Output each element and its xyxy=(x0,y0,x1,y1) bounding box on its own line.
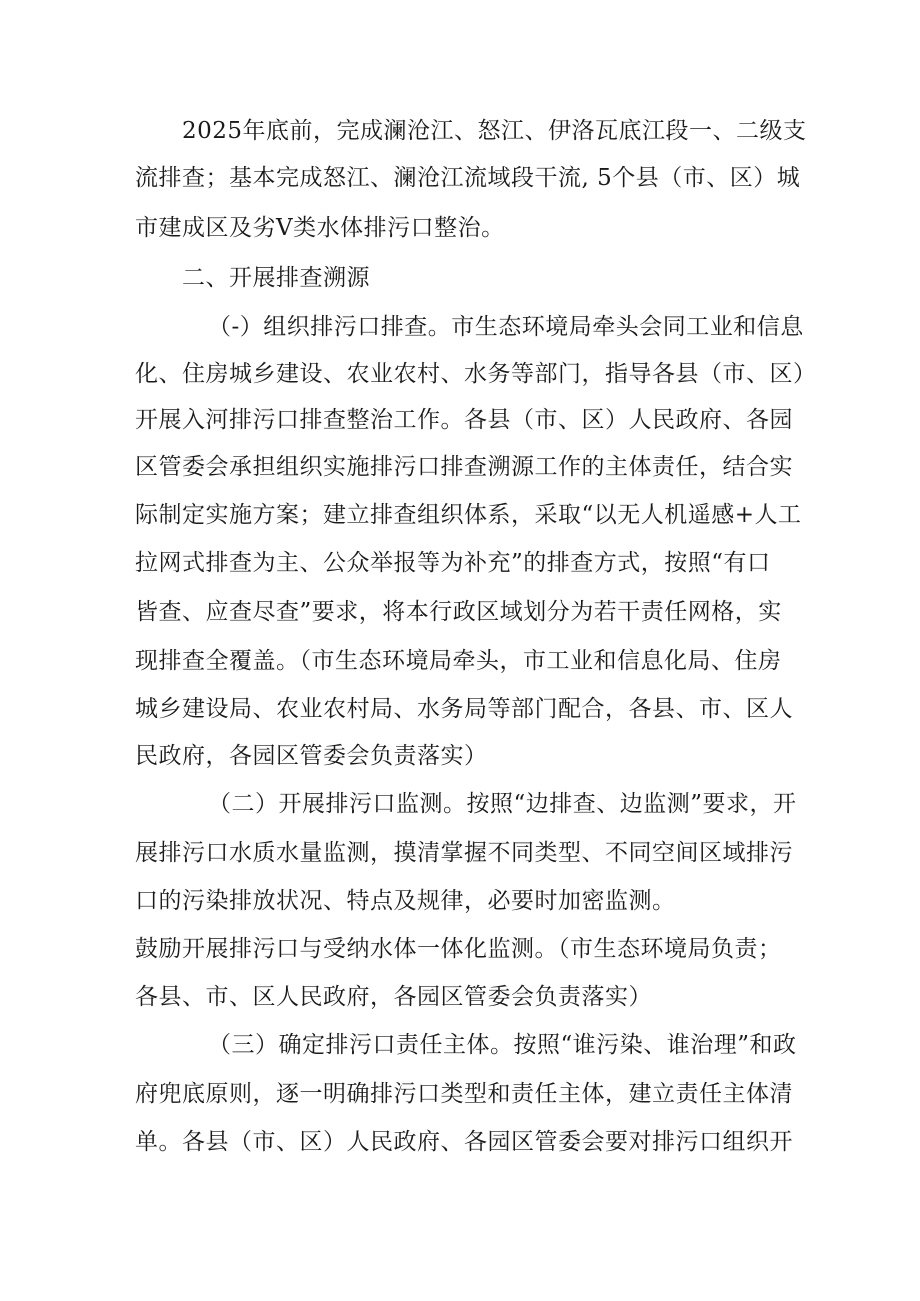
body-line: （三）确定排污口责任主体。按照“谁污染、谁治理”和政 xyxy=(208,1032,797,1058)
body-line: 民政府，各园区管委会负责落实） xyxy=(135,743,488,769)
body-line: 开展入河排污口排查整治工作。各县（市、区）人民政府、各园 xyxy=(135,407,793,433)
body-line: 皆查、应查尽查”要求，将本行政区域划分为若干责任网格，实 xyxy=(135,599,782,625)
body-line: 现排查全覆盖。（市生态环境局牵头，市工业和信息化局、住房 xyxy=(135,648,782,674)
body-line: 区管委会承担组织实施排污口排查溯源工作的主体责任，结合实 xyxy=(135,454,793,480)
body-line: 拉网式排查为主、公众举报等为补充”的排查方式，按照“有口 xyxy=(135,550,771,576)
body-line: 流排查；基本完成怒江、澜沧江流域段干流, 5个县（市、区）城 xyxy=(135,165,801,191)
body-line: 单。各县（市、区）人民政府、各园区管委会要对排污口组织开 xyxy=(135,1129,793,1155)
body-line: 市建成区及劣V类水体排污口整治。 xyxy=(135,215,505,241)
body-line: 展排污口水质水量监测，摸清掌握不同类型、不同空间区域排污 xyxy=(135,840,793,866)
section-heading: 二、开展排查溯源 xyxy=(182,265,370,291)
body-line: 城乡建设局、农业农村局、水务局等部门配合，各县、市、区人 xyxy=(135,696,793,722)
body-line: 府兜底原则，逐一明确排污口类型和责任主体，建立责任主体清 xyxy=(135,1081,793,1107)
body-line: 化、住房城乡建设、农业农村、水务等部门，指导各县（市、区） xyxy=(135,361,817,387)
body-line: 2025年底前，完成澜沧江、怒江、伊洛瓦底江段一、二级支 xyxy=(182,118,807,144)
body-line: （二）开展排污口监测。按照“边排查、边监测”要求，开 xyxy=(208,791,797,817)
body-line: 口的污染排放状况、特点及规律，必要时加密监测。 xyxy=(135,888,676,914)
body-line: 各县、市、区人民政府，各园区管委会负责落实） xyxy=(135,984,652,1010)
body-line: 鼓励开展排污口与受纳水体一体化监测。（市生态环境局负责； xyxy=(135,936,782,962)
body-line: 际制定实施方案；建立排查组织体系，采取“以无人机遥感+人工 xyxy=(135,502,802,528)
body-line: （-）组织排污口排查。市生态环境局牵头会同工业和信息 xyxy=(208,314,804,340)
